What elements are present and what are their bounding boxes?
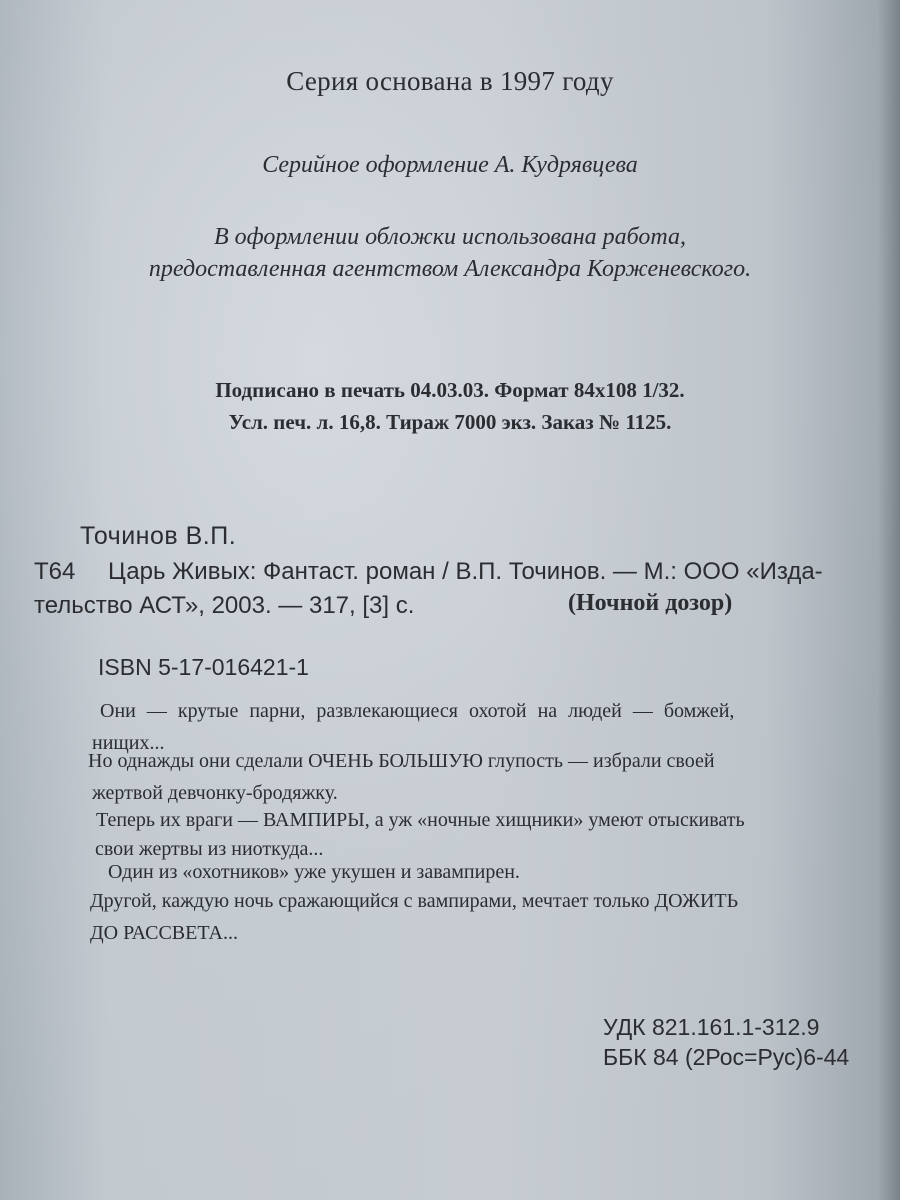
blurb-line: свои жертвы из ниоткуда... — [95, 838, 324, 860]
bbk-classification: ББК 84 (2Рос=Рус)6-44 — [603, 1044, 850, 1070]
blurb-line: ДО РАССВЕТА... — [90, 922, 238, 944]
isbn-number: ISBN 5-17-016421-1 — [98, 654, 309, 680]
bibliographic-line-2: тельство АСТ», 2003. — 317, [3] с. — [34, 592, 415, 619]
blurb-line: Но однажды они сделали ОЧЕНЬ БОЛЬШУЮ глупость — избрали своей — [88, 750, 715, 772]
blurb-line: жертвой девчонку-бродяжку. — [92, 782, 338, 804]
blurb-line: Теперь их враги — ВАМПИРЫ, а уж «ночные хищники» умеют отыскивать — [96, 809, 745, 831]
series-name: (Ночной дозор) — [568, 590, 733, 616]
bibliographic-line-1: Царь Живых: Фантаст. роман / В.П. Точинов. — М.: ООО «Изда- — [108, 558, 823, 585]
udk-classification: УДК 821.161.1-312.9 — [603, 1014, 820, 1040]
cover-credit-line-1: В оформлении обложки использована работа, — [213, 224, 687, 250]
page-edge-shadow — [878, 0, 900, 1200]
blurb-line: Другой, каждую ночь сражающийся с вампирами, мечтает только ДОЖИТЬ — [90, 890, 739, 912]
imprint-line-1: Подписано в печать 04.03.03. Формат 84x108 1/32. — [215, 378, 685, 402]
imprint-line-2: Усл. печ. л. 16,8. Тираж 7000 экз. Заказ № 1125. — [228, 410, 672, 434]
cover-credit-line-2: предоставленная агентством Александра Корженевского. — [148, 256, 752, 282]
catalog-code: Т64 — [34, 558, 76, 585]
series-design-credit: Серийное оформление А. Кудрявцева — [262, 152, 638, 178]
blurb-line: нищих... — [92, 732, 165, 754]
blurb-line: Один из «охотников» уже укушен и завампирен. — [108, 861, 520, 883]
blurb-line: Они — крутые парни, развлекающиеся охотой на людей — бомжей, — [100, 700, 735, 722]
catalog-author: Точинов В.П. — [80, 522, 237, 550]
series-founded-text: Серия основана в 1997 году — [286, 66, 614, 96]
